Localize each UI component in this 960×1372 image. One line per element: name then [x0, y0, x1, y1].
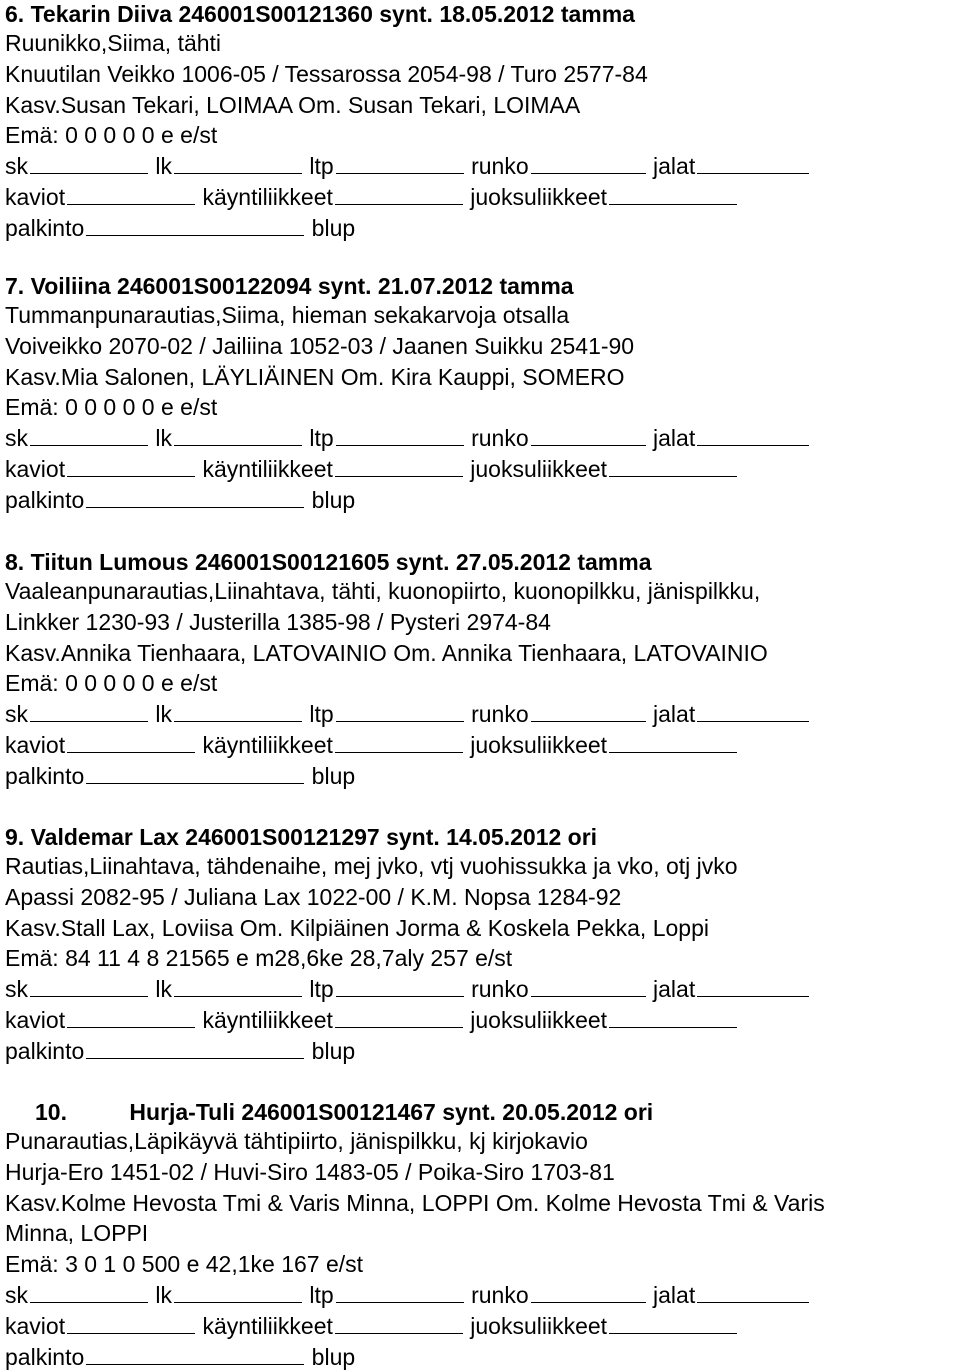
horse-entry-7 — [5, 272, 955, 516]
kaviot-label: kaviot — [5, 1006, 66, 1033]
lk-blank — [174, 424, 302, 446]
jalat-label: jalat — [653, 1281, 696, 1308]
juoksuliikkeet-label: juoksuliikkeet — [470, 1006, 608, 1033]
juoksuliikkeet-blank — [609, 183, 737, 205]
entry-number: 8. — [5, 549, 25, 575]
jalat-label: jalat — [653, 153, 696, 180]
ltp-label: ltp — [309, 701, 334, 728]
lk-blank — [174, 700, 302, 722]
ltp-label: ltp — [309, 1281, 334, 1308]
ltp-label: ltp — [309, 976, 334, 1003]
runko-label: runko — [471, 701, 529, 728]
horse-entry-8 — [5, 548, 955, 792]
kaviot-label: kaviot — [5, 731, 66, 758]
lk-blank — [174, 975, 302, 997]
kayntiliikkeet-blank — [335, 731, 463, 753]
score-row-2 — [5, 182, 955, 213]
sk-blank — [30, 152, 148, 174]
kaviot-label: kaviot — [5, 183, 66, 210]
color-markings: Rautias,Liinahtava, tähdenaihe, mej jvko, vtj vuohissukka ja vko, otj jvko — [5, 853, 738, 879]
breeder-owner: Kasv.Stall Lax, Loviisa Om. Kilpiäinen Jorma & Koskela Pekka, Loppi — [5, 914, 709, 941]
ltp-blank — [336, 424, 464, 446]
entry-heading — [5, 548, 955, 576]
kaviot-blank — [67, 1312, 195, 1334]
kaviot-blank — [67, 455, 195, 477]
entry-title: Tekarin Diiva 246001S00121360 synt. 18.05.2012 tamma — [30, 1, 635, 27]
breeder-owner: Kasv.Annika Tienhaara, LATOVAINIO Om. Annika Tienhaara, LATOVAINIO — [5, 639, 768, 666]
color-markings: Punarautias,Läpikäyvä tähtipiirto, jänispilkku, kj kirjokavio — [5, 1128, 588, 1154]
entry-heading — [5, 0, 955, 28]
juoksuliikkeet-label: juoksuliikkeet — [470, 455, 608, 482]
kaviot-label: kaviot — [5, 455, 66, 482]
entry-title: Voiliina 246001S00122094 synt. 21.07.2012 tamma — [30, 273, 574, 299]
palkinto-label: palkinto — [5, 762, 85, 789]
lk-label: lk — [155, 425, 173, 452]
runko-blank — [531, 1281, 646, 1303]
dam-record: Emä: 0 0 0 0 0 e e/st — [5, 122, 218, 149]
blup-label: blup — [311, 486, 356, 513]
ltp-blank — [336, 700, 464, 722]
sk-label: sk — [5, 701, 28, 728]
kaviot-blank — [67, 731, 195, 753]
entry-number: 6. — [5, 1, 25, 27]
jalat-label: jalat — [653, 701, 696, 728]
score-row-2 — [5, 1005, 955, 1036]
kaviot-blank — [67, 183, 195, 205]
kayntiliikkeet-label: käyntiliikkeet — [202, 1006, 333, 1033]
score-row-3 — [5, 1036, 955, 1067]
score-row-3 — [5, 485, 955, 516]
kayntiliikkeet-label: käyntiliikkeet — [202, 455, 333, 482]
jalat-blank — [697, 1281, 809, 1303]
dam-record: Emä: 0 0 0 0 0 e e/st — [5, 670, 218, 697]
palkinto-label: palkinto — [5, 1343, 85, 1370]
jalat-label: jalat — [653, 976, 696, 1003]
juoksuliikkeet-blank — [609, 1006, 737, 1028]
entry-number: 10. — [35, 1099, 67, 1125]
score-row-1 — [5, 699, 955, 730]
kayntiliikkeet-blank — [335, 455, 463, 477]
score-row-3 — [5, 1342, 955, 1372]
score-row-1 — [5, 974, 955, 1005]
pedigree: Hurja-Ero 1451-02 / Huvi-Siro 1483-05 / Poika-Siro 1703-81 — [5, 1158, 615, 1185]
entry-heading — [5, 823, 955, 851]
kayntiliikkeet-blank — [335, 1312, 463, 1334]
score-row-3 — [5, 761, 955, 792]
runko-label: runko — [471, 1281, 529, 1308]
juoksuliikkeet-blank — [609, 731, 737, 753]
runko-label: runko — [471, 153, 529, 180]
entry-number: 9. — [5, 824, 25, 850]
ltp-label: ltp — [309, 153, 334, 180]
sk-blank — [30, 1281, 148, 1303]
runko-label: runko — [471, 425, 529, 452]
runko-blank — [531, 975, 646, 997]
jalat-blank — [697, 424, 809, 446]
kayntiliikkeet-blank — [335, 183, 463, 205]
score-row-1 — [5, 1280, 955, 1311]
dam-record: Emä: 84 11 4 8 21565 e m28,6ke 28,7aly 257 e/st — [5, 945, 513, 972]
palkinto-label: palkinto — [5, 214, 85, 241]
sk-label: sk — [5, 976, 28, 1003]
color-markings: Tummanpunarautias,Siima, hieman sekakarvoja otsalla — [5, 302, 570, 328]
runko-blank — [531, 152, 646, 174]
sk-blank — [30, 424, 148, 446]
pedigree: Linkker 1230-93 / Justerilla 1385-98 / Pysteri 2974-84 — [5, 608, 551, 635]
jalat-label: jalat — [653, 425, 696, 452]
breeder-owner-continued: Minna, LOPPI — [5, 1220, 149, 1247]
ltp-blank — [336, 1281, 464, 1303]
jalat-blank — [697, 700, 809, 722]
juoksuliikkeet-blank — [609, 1312, 737, 1334]
kayntiliikkeet-blank — [335, 1006, 463, 1028]
lk-blank — [174, 152, 302, 174]
entry-heading — [5, 1098, 955, 1126]
breeder-owner: Kasv.Susan Tekari, LOIMAA Om. Susan Tekari, LOIMAA — [5, 91, 581, 118]
pedigree: Knuutilan Veikko 1006-05 / Tessarossa 2054-98 / Turo 2577-84 — [5, 60, 648, 87]
pedigree: Apassi 2082-95 / Juliana Lax 1022-00 / K.M. Nopsa 1284-92 — [5, 883, 622, 910]
juoksuliikkeet-label: juoksuliikkeet — [470, 1312, 608, 1339]
palkinto-label: palkinto — [5, 1037, 85, 1064]
runko-blank — [531, 700, 646, 722]
blup-label: blup — [311, 762, 356, 789]
juoksuliikkeet-label: juoksuliikkeet — [470, 183, 608, 210]
kaviot-blank — [67, 1006, 195, 1028]
juoksuliikkeet-label: juoksuliikkeet — [470, 731, 608, 758]
score-row-3 — [5, 213, 955, 244]
breeder-owner: Kasv.Mia Salonen, LÄYLIÄINEN Om. Kira Kauppi, SOMERO — [5, 363, 625, 390]
horse-entry-9 — [5, 823, 955, 1067]
kayntiliikkeet-label: käyntiliikkeet — [202, 183, 333, 210]
score-row-2 — [5, 730, 955, 761]
blup-label: blup — [311, 1037, 356, 1064]
palkinto-blank — [86, 214, 304, 236]
dam-record: Emä: 3 0 1 0 500 e 42,1ke 167 e/st — [5, 1251, 364, 1278]
juoksuliikkeet-blank — [609, 455, 737, 477]
kaviot-label: kaviot — [5, 1312, 66, 1339]
lk-label: lk — [155, 153, 173, 180]
color-markings: Ruunikko,Siima, tähti — [5, 30, 222, 56]
runko-blank — [531, 424, 646, 446]
horse-entry-10 — [5, 1098, 955, 1372]
lk-label: lk — [155, 1281, 173, 1308]
score-row-1 — [5, 151, 955, 182]
entry-heading — [5, 272, 955, 300]
pedigree: Voiveikko 2070-02 / Jailiina 1052-03 / Jaanen Suikku 2541-90 — [5, 332, 635, 359]
sk-label: sk — [5, 425, 28, 452]
score-row-2 — [5, 454, 955, 485]
lk-label: lk — [155, 701, 173, 728]
score-row-1 — [5, 423, 955, 454]
kayntiliikkeet-label: käyntiliikkeet — [202, 731, 333, 758]
palkinto-label: palkinto — [5, 486, 85, 513]
entry-title: Valdemar Lax 246001S00121297 synt. 14.05.2012 ori — [30, 824, 598, 850]
ltp-label: ltp — [309, 425, 334, 452]
dam-record: Emä: 0 0 0 0 0 e e/st — [5, 394, 218, 421]
palkinto-blank — [86, 1037, 304, 1059]
kayntiliikkeet-label: käyntiliikkeet — [202, 1312, 333, 1339]
blup-label: blup — [311, 1343, 356, 1370]
entry-title: Tiitun Lumous 246001S00121605 synt. 27.05.2012 tamma — [30, 549, 652, 575]
entry-title: Hurja-Tuli 246001S00121467 synt. 20.05.2012 ori — [129, 1099, 654, 1125]
lk-label: lk — [155, 976, 173, 1003]
sk-label: sk — [5, 1281, 28, 1308]
palkinto-blank — [86, 762, 304, 784]
color-markings: Vaaleanpunarautias,Liinahtava, tähti, kuonopiirto, kuonopilkku, jänispilkku, — [5, 578, 761, 604]
ltp-blank — [336, 152, 464, 174]
runko-label: runko — [471, 976, 529, 1003]
horse-entry-6 — [5, 0, 955, 244]
lk-blank — [174, 1281, 302, 1303]
sk-label: sk — [5, 153, 28, 180]
blup-label: blup — [311, 214, 356, 241]
palkinto-blank — [86, 1343, 304, 1365]
sk-blank — [30, 975, 148, 997]
entry-number: 7. — [5, 273, 25, 299]
jalat-blank — [697, 975, 809, 997]
palkinto-blank — [86, 486, 304, 508]
sk-blank — [30, 700, 148, 722]
score-row-2 — [5, 1311, 955, 1342]
jalat-blank — [697, 152, 809, 174]
ltp-blank — [336, 975, 464, 997]
breeder-owner: Kasv.Kolme Hevosta Tmi & Varis Minna, LOPPI Om. Kolme Hevosta Tmi & Varis — [5, 1189, 825, 1216]
